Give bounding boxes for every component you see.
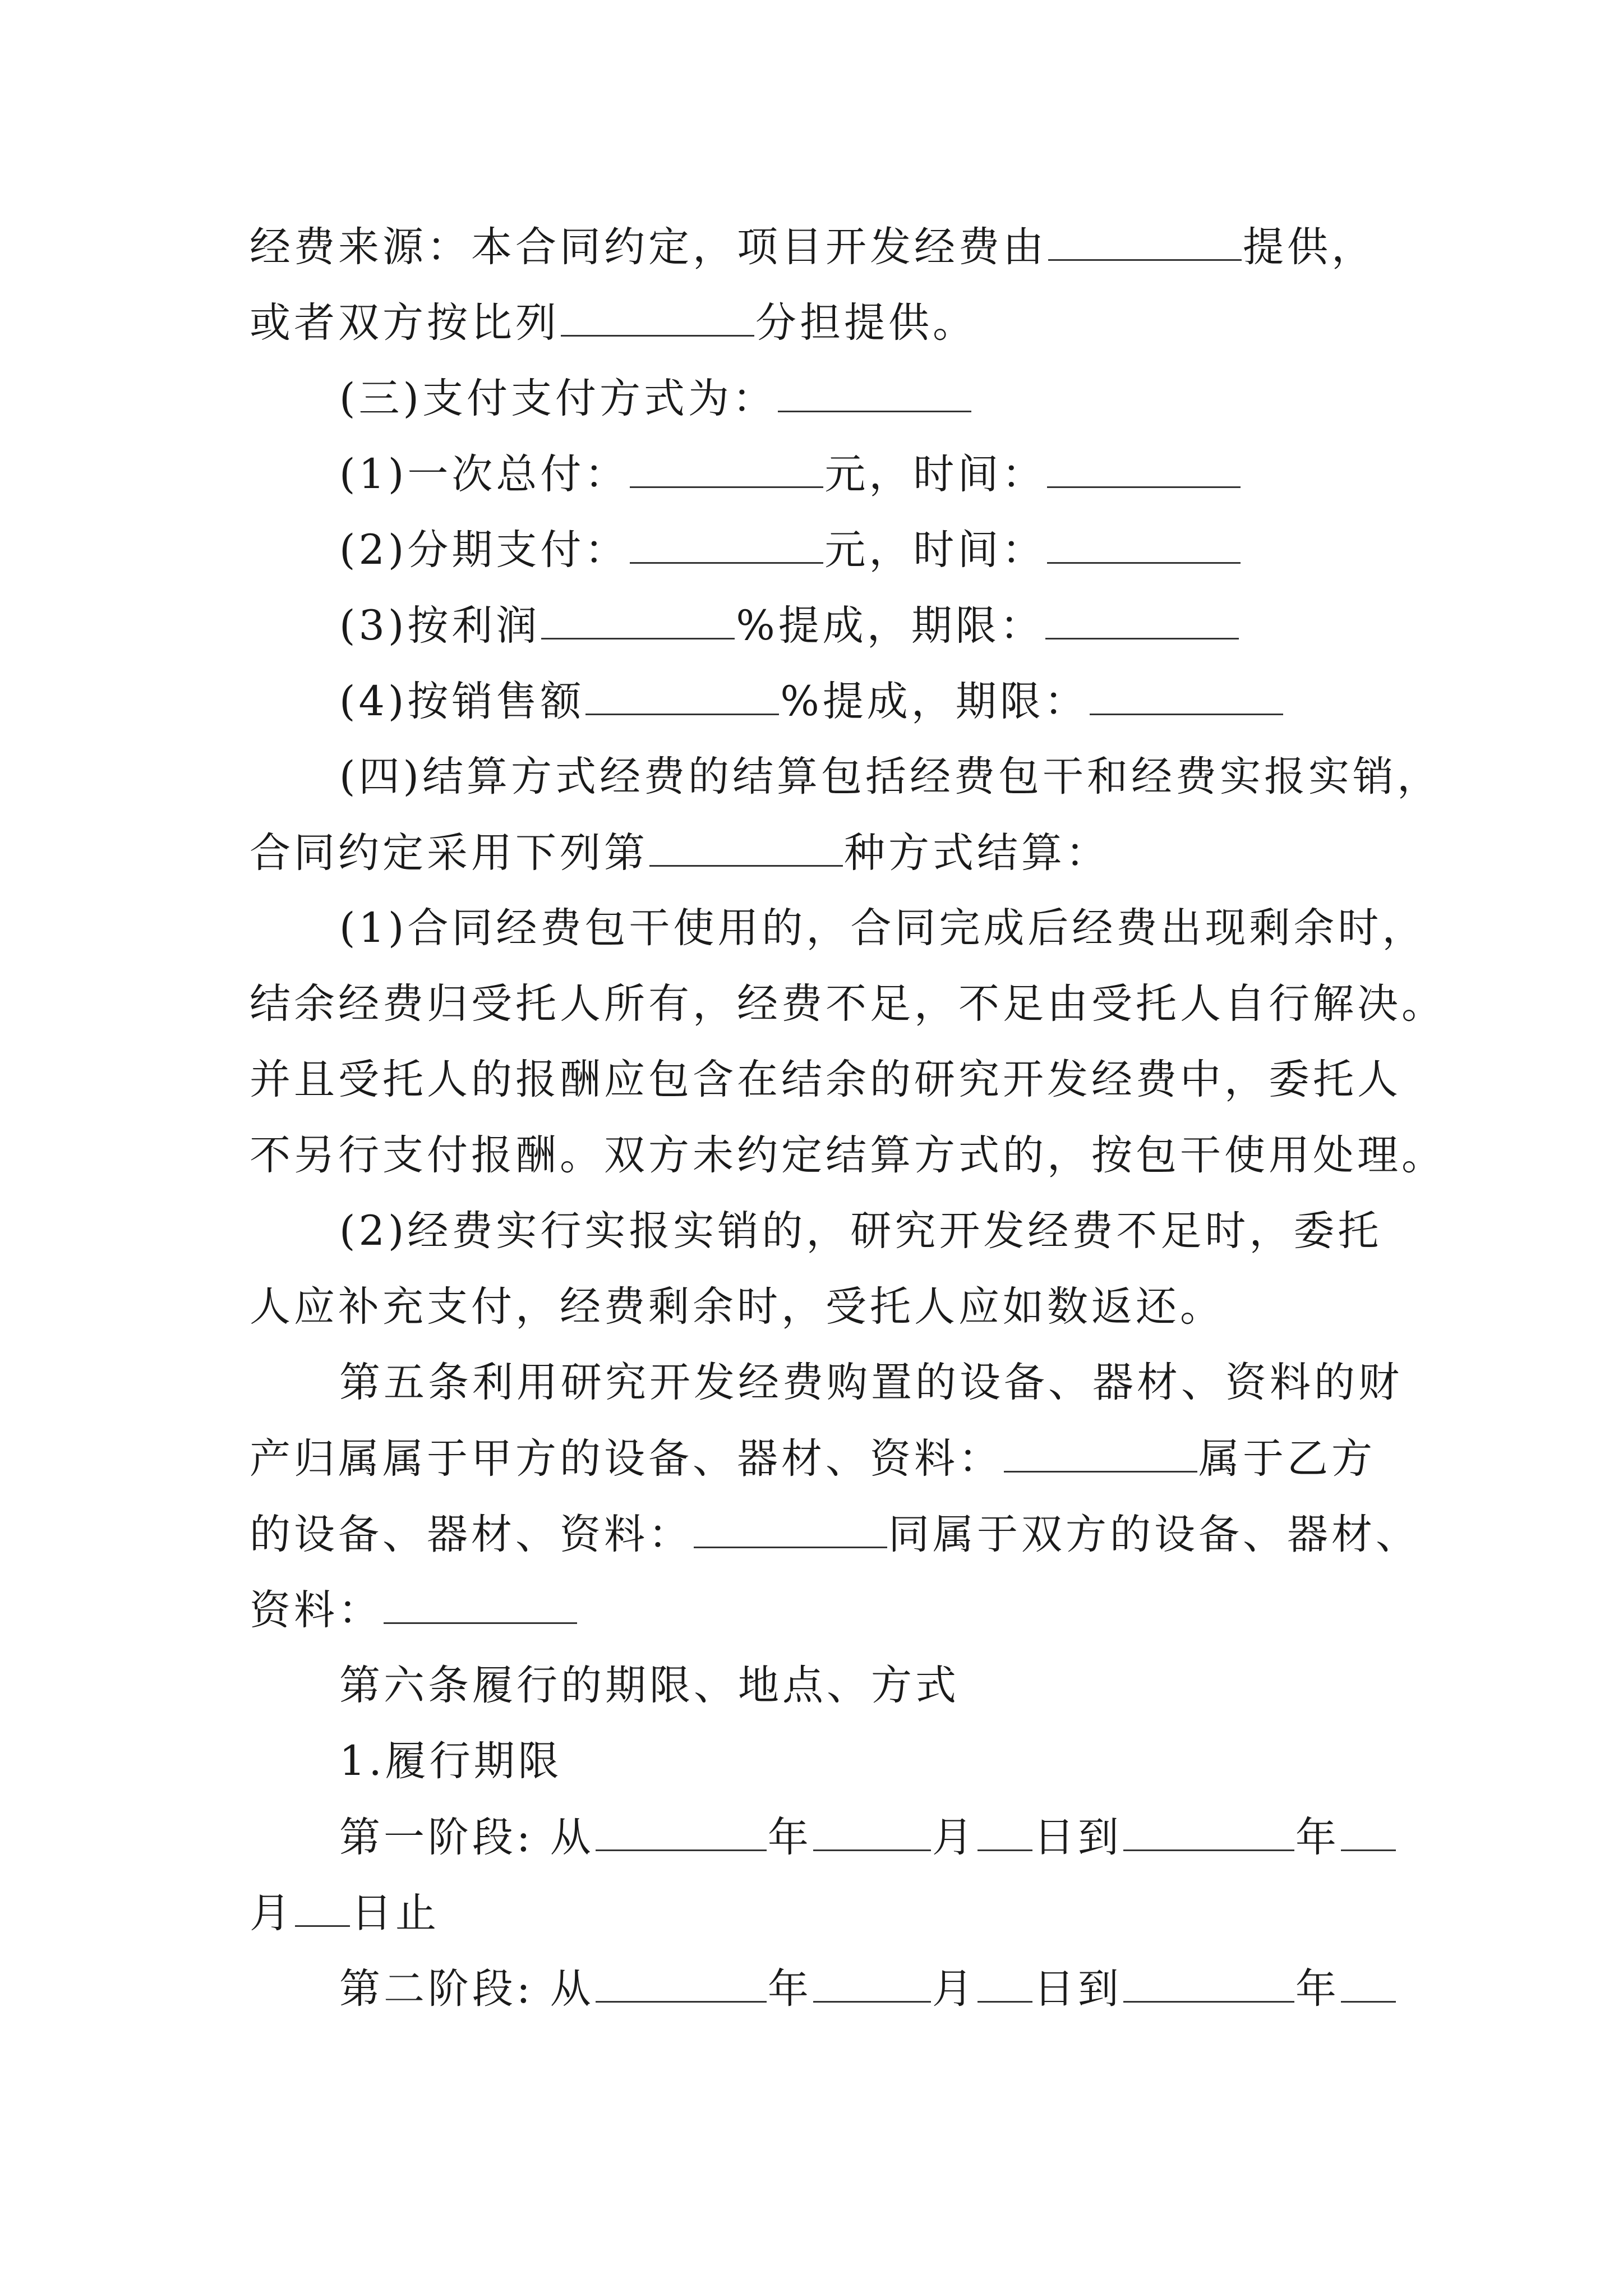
text-segment: 的设备、器材、资料： bbox=[250, 1511, 693, 1558]
fill-blank[interactable] bbox=[630, 446, 823, 488]
fill-blank[interactable] bbox=[596, 1961, 767, 2003]
fill-blank[interactable] bbox=[1341, 1961, 1396, 2003]
fill-blank[interactable] bbox=[1048, 219, 1242, 261]
text-line-article-six bbox=[339, 1658, 1517, 1714]
text-line-settlement bbox=[339, 749, 1517, 805]
text-line-term-heading bbox=[339, 1733, 1517, 1789]
text-segment: %提成，期限： bbox=[780, 678, 1089, 725]
text-segment: 第一阶段: 从 bbox=[339, 1814, 594, 1861]
fill-blank[interactable] bbox=[694, 1506, 887, 1548]
fill-blank[interactable] bbox=[1045, 597, 1239, 639]
text-segment: (4)按销售额 bbox=[339, 678, 585, 725]
text-segment: (三)支付支付方式为： bbox=[339, 375, 777, 422]
fill-blank[interactable] bbox=[630, 522, 823, 564]
text-segment: 经费来源：本合同约定，项目开发经费由 bbox=[250, 223, 1047, 271]
text-line-ownership-both bbox=[250, 1582, 1427, 1638]
text-segment: (3)按利润 bbox=[339, 602, 541, 650]
fill-blank[interactable] bbox=[1047, 522, 1241, 564]
text-line-paragraph bbox=[250, 1279, 1427, 1335]
text-line-profit-share bbox=[339, 597, 1517, 654]
fill-blank[interactable] bbox=[1123, 1961, 1294, 2003]
fill-blank[interactable] bbox=[1090, 673, 1283, 715]
fill-blank[interactable] bbox=[778, 370, 971, 412]
text-segment: 分担提供。 bbox=[755, 299, 977, 347]
fill-blank[interactable] bbox=[585, 673, 779, 715]
text-line-sales-share bbox=[339, 673, 1517, 729]
text-segment: 不另行支付报酬。双方未约定结算方式的，按包干使用处理。 bbox=[250, 1131, 1446, 1179]
text-segment: 1.履行期限 bbox=[339, 1737, 562, 1785]
fill-blank[interactable] bbox=[384, 1582, 577, 1624]
text-segment: 并且受托人的报酬应包含在结余的研究开发经费中，委托人 bbox=[250, 1056, 1401, 1103]
text-segment: 年 bbox=[1295, 1814, 1340, 1861]
fill-blank[interactable] bbox=[813, 1809, 931, 1851]
text-line-settlement-choice bbox=[250, 825, 1427, 881]
text-segment: 月 bbox=[250, 1889, 294, 1937]
text-segment: 产归属属于甲方的设备、器材、资料： bbox=[250, 1435, 1003, 1483]
text-segment: (四)结算方式经费的结算包括经费包干和经费实报实销， bbox=[339, 753, 1441, 800]
text-segment: 资料： bbox=[250, 1586, 382, 1634]
fill-blank[interactable] bbox=[813, 1961, 931, 2003]
text-line-phase-one-end bbox=[250, 1885, 1427, 1941]
text-segment: (1)一次总付： bbox=[339, 450, 629, 498]
text-line-ownership-a bbox=[250, 1430, 1427, 1487]
text-line-article-five bbox=[339, 1355, 1517, 1411]
text-segment: 元，时间： bbox=[824, 526, 1046, 574]
text-segment: 日到 bbox=[1033, 1814, 1122, 1861]
fill-blank[interactable] bbox=[596, 1809, 767, 1851]
text-segment: %提成，期限： bbox=[736, 602, 1044, 650]
text-line-paragraph bbox=[250, 976, 1446, 1032]
text-line-paragraph bbox=[250, 1052, 1427, 1108]
text-line-installment bbox=[339, 522, 1517, 578]
fill-blank[interactable] bbox=[978, 1961, 1032, 2003]
text-line-paragraph bbox=[339, 1203, 1517, 1259]
text-segment: 提供， bbox=[1243, 223, 1376, 271]
text-segment: 合同约定采用下列第 bbox=[250, 829, 648, 877]
text-segment: 月 bbox=[932, 1814, 976, 1861]
text-segment: (2)分期支付： bbox=[339, 526, 629, 574]
text-line-phase-one bbox=[339, 1809, 1517, 1865]
text-segment: 第五条利用研究开发经费购置的设备、器材、资料的财 bbox=[339, 1359, 1403, 1406]
text-segment: 年 bbox=[1295, 1965, 1340, 2013]
text-line-funding-source bbox=[250, 219, 1427, 275]
fill-blank[interactable] bbox=[561, 295, 754, 337]
text-segment: 种方式结算： bbox=[844, 829, 1110, 877]
text-segment: 元，时间： bbox=[824, 450, 1046, 498]
fill-blank[interactable] bbox=[649, 825, 843, 867]
fill-blank[interactable] bbox=[1341, 1809, 1396, 1851]
text-segment: 人应补充支付，经费剩余时，受托人应如数返还。 bbox=[250, 1283, 1224, 1331]
text-segment: 日到 bbox=[1033, 1965, 1122, 2013]
text-segment: 年 bbox=[767, 1814, 812, 1861]
text-line-ownership-b bbox=[250, 1506, 1427, 1562]
text-segment: 第二阶段: 从 bbox=[339, 1965, 594, 2013]
text-line-share-ratio bbox=[250, 295, 1427, 351]
text-line-payment-method bbox=[339, 370, 1517, 426]
text-line-phase-two bbox=[339, 1961, 1517, 2017]
fill-blank[interactable] bbox=[1123, 1809, 1294, 1851]
fill-blank[interactable] bbox=[1004, 1430, 1197, 1473]
text-segment: 同属于双方的设备、器材、 bbox=[888, 1511, 1420, 1558]
fill-blank[interactable] bbox=[295, 1885, 350, 1927]
text-segment: 年 bbox=[767, 1965, 812, 2013]
fill-blank[interactable] bbox=[978, 1809, 1032, 1851]
text-line-paragraph bbox=[339, 900, 1517, 956]
text-segment: 第六条履行的期限、地点、方式 bbox=[339, 1662, 960, 1709]
text-segment: 结余经费归受托人所有，经费不足，不足由受托人自行解决。 bbox=[250, 980, 1446, 1028]
fill-blank[interactable] bbox=[1047, 446, 1241, 488]
text-segment: (1)合同经费包干使用的，合同完成后经费出现剩余时， bbox=[339, 904, 1427, 952]
text-segment: (2)经费实行实报实销的，研究开发经费不足时，委托 bbox=[339, 1207, 1382, 1255]
text-segment: 或者双方按比列 bbox=[250, 299, 560, 347]
text-segment: 属于乙方 bbox=[1198, 1435, 1376, 1483]
text-line-lump-sum bbox=[339, 446, 1517, 502]
text-segment: 日止 bbox=[351, 1889, 440, 1937]
text-segment: 月 bbox=[932, 1965, 976, 2013]
fill-blank[interactable] bbox=[541, 597, 735, 639]
text-line-paragraph bbox=[250, 1128, 1446, 1184]
